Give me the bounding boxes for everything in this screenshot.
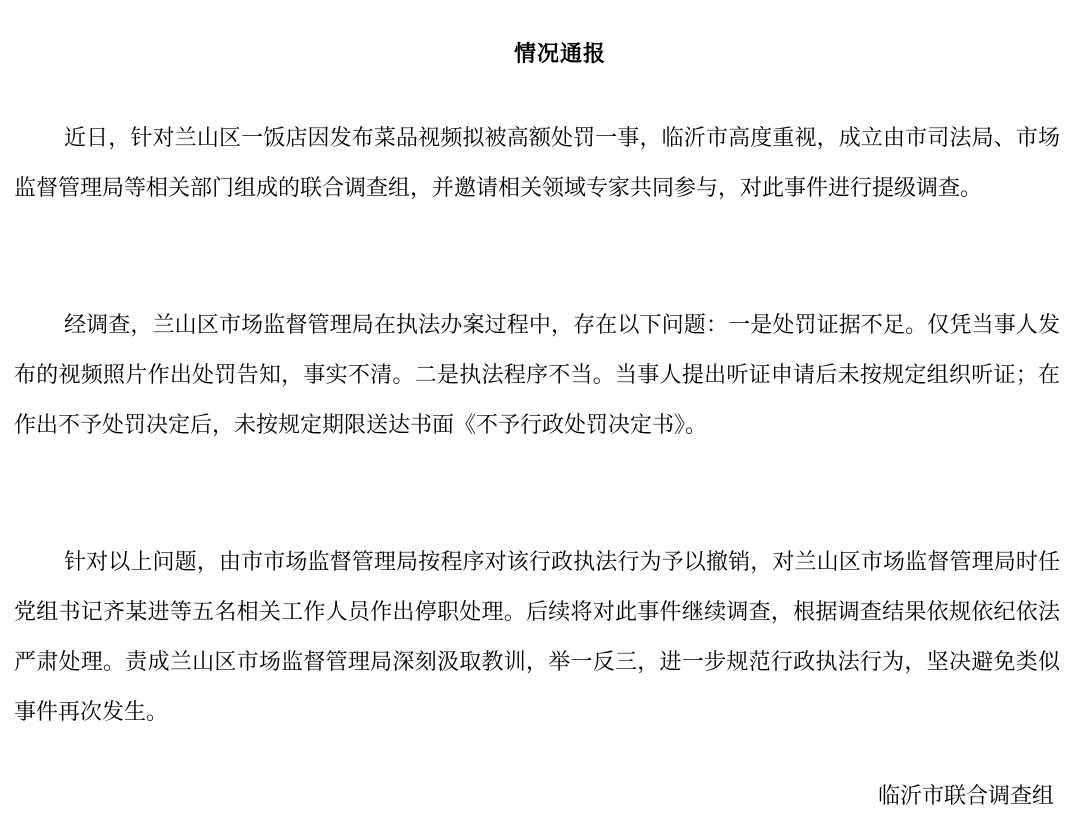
paragraph-intro: 近日，针对兰山区一饭店因发布菜品视频拟被高额处罚一事，临沂市高度重视，成立由市司法局、市场监督管理局等相关部门组成的联合调查组，并邀请相关领域专家共同参与，对此事件进行提级调查。: [14, 126, 1060, 201]
page-title: 情况通报: [513, 41, 606, 67]
signature: 临沂市联合调查组: [877, 784, 1054, 809]
paragraph-actions: 针对以上问题，由市市场监督管理局按程序对该行政执法行为予以撤销，对兰山区市场监督管理局时任党组书记齐某进等五名相关工作人员作出停职处理。后续将对此事件继续调查，根据调查结果依规依纪依法严肃处理。责成兰山区市场监督管理局深刻汲取教训，举一反三，进一步规范行政执法行为，坚决避免类似事件再次发生。: [14, 550, 1060, 725]
paragraph-findings: 经调查，兰山区市场监督管理局在执法办案过程中，存在以下问题：一是处罚证据不足。仅凭当事人发布的视频照片作出处罚告知，事实不清。二是执法程序不当。当事人提出听证申请后未按规定组织听证；在作出不予处罚决定后，未按规定期限送达书面《不予行政处罚决定书》。: [14, 313, 1060, 438]
